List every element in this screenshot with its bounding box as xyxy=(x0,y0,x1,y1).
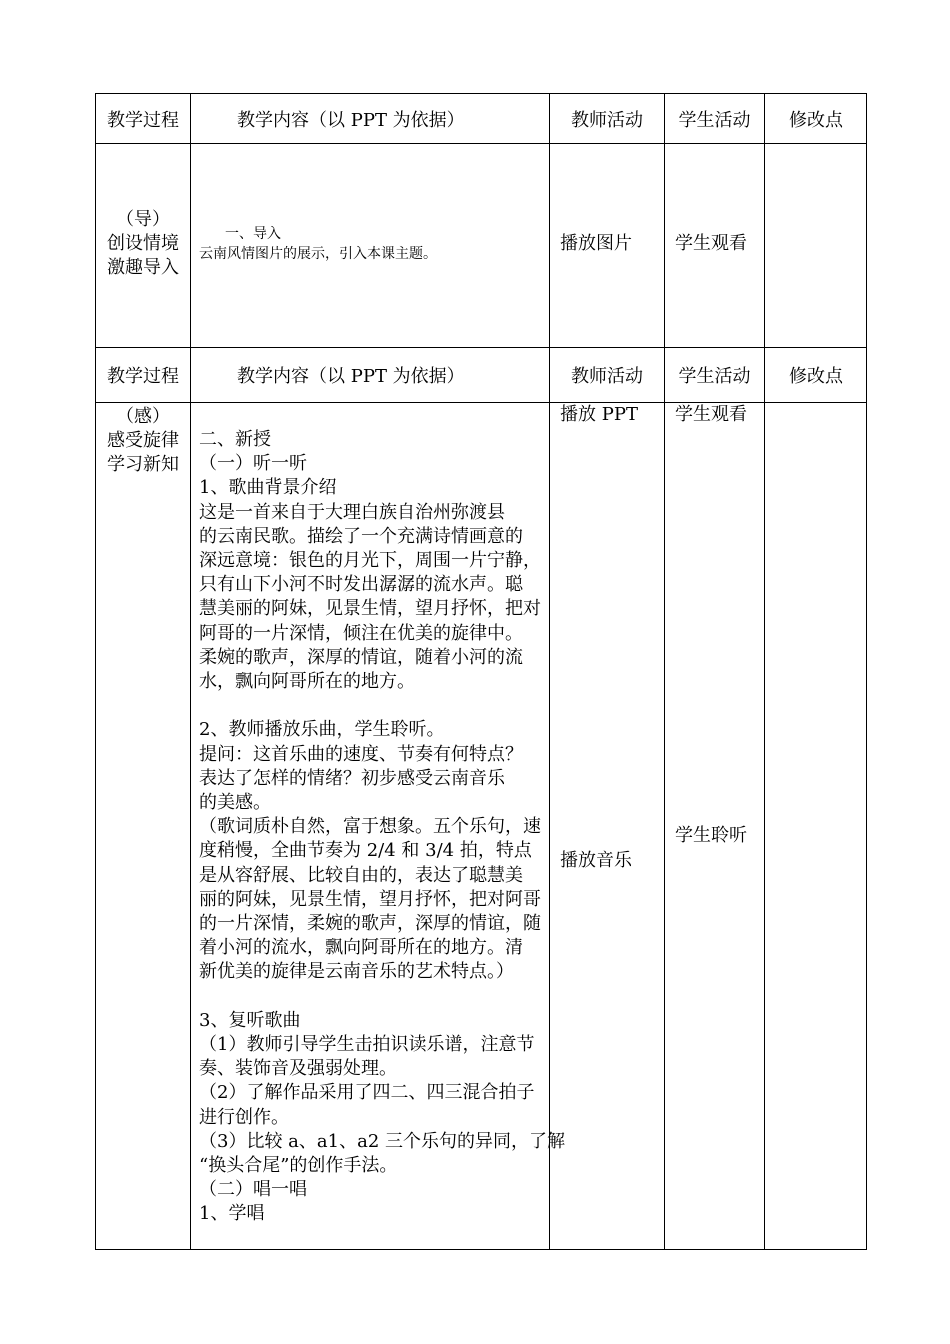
stage-tag: （导） xyxy=(116,209,170,230)
intro-content xyxy=(199,224,437,264)
teacher-activity: 播放图片 xyxy=(560,233,632,254)
content-line: 柔婉的歌声，深厚的情谊，随着小河的流 xyxy=(199,646,523,668)
content-line: 1、学唱 xyxy=(199,1203,265,1225)
header-student: 学生活动 xyxy=(665,348,765,402)
content-line: 3、复听歌曲 xyxy=(199,1009,301,1031)
header-student: 学生活动 xyxy=(665,94,765,143)
content-line: 水，飘向阿哥所在的地方。 xyxy=(199,671,415,693)
stage-line: 激趣导入 xyxy=(107,257,179,279)
teacher-cell xyxy=(550,403,665,1249)
student-activity: 学生观看 xyxy=(675,233,747,254)
revision-cell xyxy=(765,403,867,1249)
stage-label xyxy=(96,405,190,478)
stage-line: 创设情境 xyxy=(107,233,179,255)
content-line: 奏、装饰音及强弱处理。 xyxy=(199,1058,397,1080)
teacher-activity: 播放 PPT xyxy=(560,404,638,425)
student-activity: 学生观看 xyxy=(675,404,747,425)
header-revision: 修改点 xyxy=(789,109,843,131)
lesson-plan-table xyxy=(95,93,867,1250)
section-new-lesson-row xyxy=(96,403,866,1249)
content-line: （2）了解作品采用了四二、四三混合拍子 xyxy=(199,1082,535,1104)
content-line: 2、教师播放乐曲，学生聆听。 xyxy=(199,719,445,741)
content-cell xyxy=(191,403,565,1249)
content-line: 一、导入 xyxy=(225,226,281,242)
content-line: 度稍慢，全曲节奏为 2/4 和 3/4 拍，特点 xyxy=(199,840,532,862)
blank-line xyxy=(199,694,565,718)
student-cell xyxy=(665,403,765,1249)
revision-cell xyxy=(765,144,867,347)
student-cell xyxy=(665,144,765,347)
content-line: 这是一首来自于大理白族自治州弥渡县 xyxy=(199,501,505,523)
content-cell xyxy=(191,144,550,347)
header-row xyxy=(96,94,866,144)
content-line: （一）听一听 xyxy=(199,453,307,475)
teacher-cell xyxy=(550,144,665,347)
content-line: “换头合尾”的创作手法。 xyxy=(199,1155,398,1177)
content-line: （二）唱一唱 xyxy=(199,1179,307,1201)
content-line: （歌词质朴自然，富于想象。五个乐句，速 xyxy=(199,816,541,838)
stage-line: 感受旋律 xyxy=(107,430,179,452)
header-teacher: 教师活动 xyxy=(550,348,665,402)
content-line: 新优美的旋律是云南音乐的艺术特点。） xyxy=(199,961,514,983)
content-line: 着小河的流水，飘向阿哥所在的地方。清 xyxy=(199,937,523,959)
content-line: 的一片深情，柔婉的歌声，深厚的情谊，随 xyxy=(199,913,541,935)
student-activity: 学生聆听 xyxy=(675,825,747,846)
content-line: （1）教师引导学生击拍识读乐谱，注意节 xyxy=(199,1034,535,1056)
content-line: 只有山下小河不时发出潺潺的流水声。聪 xyxy=(199,574,523,596)
stage-cell xyxy=(96,403,191,1249)
content-line: （3）比较 a、a1、a2 三个乐句的异同，了解 xyxy=(199,1130,565,1152)
content-line: 云南风情图片的展示，引入本课主题。 xyxy=(199,246,437,262)
stage-tag: （感） xyxy=(116,406,170,427)
stage-line: 学习新知 xyxy=(107,454,179,476)
content-line: 深远意境：银色的月光下，周围一片宁静， xyxy=(199,550,541,572)
header-revision: 修改点 xyxy=(789,366,843,387)
content-line: 阿哥的一片深情，倾注在优美的旋律中。 xyxy=(199,622,523,644)
content-line: 的美感。 xyxy=(199,792,271,814)
content-line: 是从容舒展、比较自由的，表达了聪慧美 xyxy=(199,864,523,886)
section-intro-row xyxy=(96,144,866,348)
new-lesson-content xyxy=(199,428,565,1227)
header-content: 教学内容（以 PPT 为依据） xyxy=(191,94,550,143)
content-line: 的云南民歌。描绘了一个充满诗情画意的 xyxy=(199,525,523,547)
content-line: 1、歌曲背景介绍 xyxy=(199,477,337,499)
content-line: 丽的阿妹，见景生情，望月抒怀，把对阿哥 xyxy=(199,888,541,910)
teacher-activity: 播放音乐 xyxy=(560,850,632,871)
content-line: 进行创作。 xyxy=(199,1106,289,1128)
header-process: 教学过程 xyxy=(96,94,191,143)
content-line: 表达了怎样的情绪？初步感受云南音乐 xyxy=(199,767,505,789)
blank-line xyxy=(199,985,565,1009)
header-content: 教学内容（以 PPT 为依据） xyxy=(191,348,550,402)
header-process: 教学过程 xyxy=(96,348,191,402)
content-line: 提问：这首乐曲的速度、节奏有何特点？ xyxy=(199,743,523,765)
content-line: 慧美丽的阿妹，见景生情，望月抒怀，把对 xyxy=(199,598,541,620)
stage-cell xyxy=(96,144,191,347)
header-row xyxy=(96,348,866,403)
stage-label xyxy=(96,208,190,281)
header-teacher: 教师活动 xyxy=(550,94,665,143)
content-line: 二、新授 xyxy=(199,429,271,450)
